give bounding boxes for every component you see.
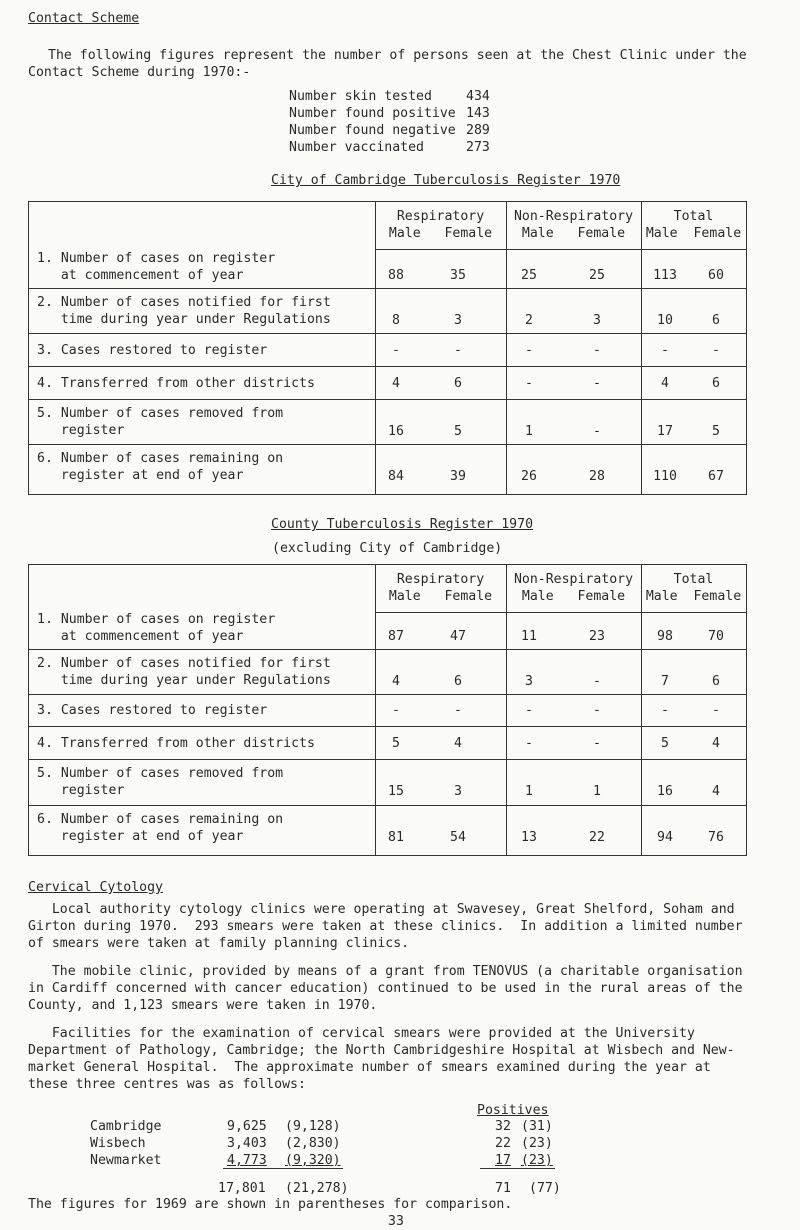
table-cell: - <box>392 343 400 358</box>
stat-label: Number skin tested <box>289 89 432 104</box>
table-cell: 4 <box>392 376 400 391</box>
centre-prev-positives: (23) <box>521 1136 553 1151</box>
table-cell: 13 <box>521 830 537 845</box>
table-cell: 94 <box>657 830 673 845</box>
centre-count: 3,403 <box>227 1136 267 1151</box>
county-table <box>28 564 747 856</box>
row-label: 3. Cases restored to register <box>37 343 268 358</box>
stat-value: 143 <box>466 106 490 121</box>
table-cell: 5 <box>392 736 400 751</box>
centre-positives: 22 <box>495 1136 511 1151</box>
centre-positives: 32 <box>495 1119 511 1134</box>
table-cell: - <box>712 343 720 358</box>
page-number: 33 <box>388 1214 404 1229</box>
table-cell: 16 <box>388 424 404 439</box>
row-label: register at end of year <box>37 829 244 844</box>
row-label: 1. Number of cases on register <box>37 251 276 266</box>
table-cell: 67 <box>708 469 724 484</box>
footnote: The figures for 1969 are shown in parentheses for comparison. <box>28 1197 513 1212</box>
table-cell: 113 <box>653 268 677 283</box>
table-cell: - <box>392 703 400 718</box>
row-label: at commencement of year <box>37 629 244 644</box>
header-male-female: Male Female <box>521 226 626 241</box>
table-cell: 84 <box>388 469 404 484</box>
table-cell: 4 <box>712 736 720 751</box>
centre-count: 9,625 <box>227 1119 267 1134</box>
paragraph-line: Local authority cytology clinics were operating at Swavesey, Great Shelford, Soham and <box>28 902 735 917</box>
cytology-heading: Cervical Cytology <box>28 880 163 895</box>
positives-header: Positives <box>477 1103 549 1118</box>
table-cell: - <box>454 703 462 718</box>
header-male-female: Male Female <box>645 589 742 604</box>
table-cell: 39 <box>450 469 466 484</box>
centre-prev-count: (9,128) <box>285 1119 341 1134</box>
centre-prev-count: (9,320) <box>285 1153 341 1168</box>
table-cell: 6 <box>454 674 462 689</box>
header-non-respiratory: Non-Respiratory <box>513 572 634 587</box>
row-label: 3. Cases restored to register <box>37 703 268 718</box>
table-cell: - <box>593 674 601 689</box>
row-label: time during year under Regulations <box>37 312 331 327</box>
centre-positives: 17 <box>495 1153 511 1168</box>
table-cell: 4 <box>392 674 400 689</box>
stat-label: Number found positive <box>289 106 456 121</box>
county-table-subtitle: (excluding City of Cambridge) <box>272 541 503 556</box>
header-male-female: Male Female <box>645 226 742 241</box>
stat-value: 289 <box>466 123 490 138</box>
stat-value: 434 <box>466 89 490 104</box>
table-cell: 15 <box>388 784 404 799</box>
sum-rule <box>480 1168 555 1169</box>
table-cell: 88 <box>388 268 404 283</box>
centre-prev-positives: (31) <box>521 1119 553 1134</box>
row-label: at commencement of year <box>37 268 244 283</box>
table-cell: 81 <box>388 830 404 845</box>
paragraph-line: County, and 1,123 smears were taken in 1970. <box>28 998 378 1013</box>
table-cell: 23 <box>589 629 605 644</box>
paragraph-line: Girton during 1970. 293 smears were taken at these clinics. In addition a limited number <box>28 919 743 934</box>
table-cell: 4 <box>661 376 669 391</box>
contact-intro-line1: The following figures represent the number of persons seen at the Chest Clinic under the <box>48 48 747 63</box>
paragraph-line: Facilities for the examination of cervical smears were provided at the University <box>28 1026 695 1041</box>
paragraph-line: of smears were taken at family planning clinics. <box>28 936 410 951</box>
table-cell: 5 <box>712 424 720 439</box>
table-cell: 5 <box>661 736 669 751</box>
table-cell: - <box>525 736 533 751</box>
table-cell: - <box>593 703 601 718</box>
paragraph-line: market General Hospital. The approximate number of smears examined during the year at <box>28 1060 711 1075</box>
table-cell: 6 <box>454 376 462 391</box>
stat-label: Number vaccinated <box>289 140 424 155</box>
table-cell: 6 <box>712 313 720 328</box>
stat-label: Number found negative <box>289 123 456 138</box>
centre-count: 4,773 <box>227 1153 267 1168</box>
table-cell: - <box>661 703 669 718</box>
row-label: time during year under Regulations <box>37 673 331 688</box>
table-cell: 4 <box>712 784 720 799</box>
table-cell: 22 <box>589 830 605 845</box>
header-male-female: Male Female <box>388 589 493 604</box>
table-cell: 6 <box>712 674 720 689</box>
table-cell: 98 <box>657 629 673 644</box>
total-count: 17,801 <box>218 1181 266 1196</box>
row-label: 4. Transferred from other districts <box>37 376 315 391</box>
table-cell: 35 <box>450 268 466 283</box>
table-cell: 4 <box>454 736 462 751</box>
row-label: register <box>37 783 125 798</box>
table-cell: - <box>454 343 462 358</box>
table-cell: 28 <box>589 469 605 484</box>
row-label: 4. Transferred from other districts <box>37 736 315 751</box>
table-cell: 10 <box>657 313 673 328</box>
centre-name: Wisbech <box>90 1136 146 1151</box>
header-male-female: Male Female <box>521 589 626 604</box>
stat-value: 273 <box>466 140 490 155</box>
row-label: 5. Number of cases removed from <box>37 406 284 421</box>
table-cell: - <box>593 736 601 751</box>
header-total: Total <box>673 209 714 224</box>
table-cell: 54 <box>450 830 466 845</box>
table-cell: 1 <box>593 784 601 799</box>
centre-name: Newmarket <box>90 1153 162 1168</box>
table-cell: - <box>525 703 533 718</box>
row-label: register <box>37 423 125 438</box>
table-cell: - <box>593 424 601 439</box>
header-male-female: Male Female <box>388 226 493 241</box>
table-cell: - <box>712 703 720 718</box>
paragraph-line: Department of Pathology, Cambridge; the North Cambridgeshire Hospital at Wisbech and New- <box>28 1043 735 1058</box>
sum-rule <box>223 1168 343 1169</box>
table-cell: 1 <box>525 784 533 799</box>
table-cell: 25 <box>589 268 605 283</box>
table-cell: 8 <box>392 313 400 328</box>
paragraph-line: in Cardiff concerned with cancer education) continued to be used in the rural areas of the <box>28 981 743 996</box>
table-cell: 17 <box>657 424 673 439</box>
table-cell: - <box>525 343 533 358</box>
centre-prev-count: (2,830) <box>285 1136 341 1151</box>
table-cell: - <box>661 343 669 358</box>
city-table <box>28 201 747 495</box>
table-cell: 2 <box>525 313 533 328</box>
paragraph-line: The mobile clinic, provided by means of a grant from TENOVUS (a charitable organisation <box>28 964 743 979</box>
paragraph-line: these three centres was as follows: <box>28 1077 306 1092</box>
row-label: 6. Number of cases remaining on <box>37 812 284 827</box>
total-prev-count: (21,278) <box>285 1181 349 1196</box>
row-label: 1. Number of cases on register <box>37 612 276 627</box>
table-cell: 7 <box>661 674 669 689</box>
table-cell: 110 <box>653 469 677 484</box>
row-label: 2. Number of cases notified for first <box>37 656 331 671</box>
contact-intro-line2: Contact Scheme during 1970:- <box>28 65 251 80</box>
table-cell: 3 <box>454 784 462 799</box>
table-cell: 16 <box>657 784 673 799</box>
table-cell: 3 <box>525 674 533 689</box>
county-table-title: County Tuberculosis Register 1970 <box>271 517 534 532</box>
table-cell: 26 <box>521 469 537 484</box>
header-total: Total <box>673 572 714 587</box>
contact-heading: Contact Scheme <box>28 11 140 26</box>
table-cell: 3 <box>454 313 462 328</box>
table-cell: 5 <box>454 424 462 439</box>
table-cell: - <box>593 343 601 358</box>
table-cell: 25 <box>521 268 537 283</box>
header-non-respiratory: Non-Respiratory <box>513 209 634 224</box>
header-respiratory: Respiratory <box>396 572 485 587</box>
table-cell: 6 <box>712 376 720 391</box>
table-cell: 3 <box>593 313 601 328</box>
row-label: 2. Number of cases notified for first <box>37 295 331 310</box>
centre-name: Cambridge <box>90 1119 162 1134</box>
table-cell: 1 <box>525 424 533 439</box>
table-cell: 11 <box>521 629 537 644</box>
table-cell: - <box>593 376 601 391</box>
table-cell: 87 <box>388 629 404 644</box>
table-cell: 70 <box>708 629 724 644</box>
row-label: 6. Number of cases remaining on <box>37 451 284 466</box>
header-respiratory: Respiratory <box>396 209 485 224</box>
city-table-title: City of Cambridge Tuberculosis Register 1970 <box>271 173 621 188</box>
table-cell: 76 <box>708 830 724 845</box>
table-cell: 47 <box>450 629 466 644</box>
row-label: 5. Number of cases removed from <box>37 766 284 781</box>
total-positives: 71 <box>495 1181 511 1196</box>
centre-prev-positives: (23) <box>521 1153 553 1168</box>
table-cell: - <box>525 376 533 391</box>
total-prev-positives: (77) <box>529 1181 561 1196</box>
row-label: register at end of year <box>37 468 244 483</box>
table-cell: 60 <box>708 268 724 283</box>
